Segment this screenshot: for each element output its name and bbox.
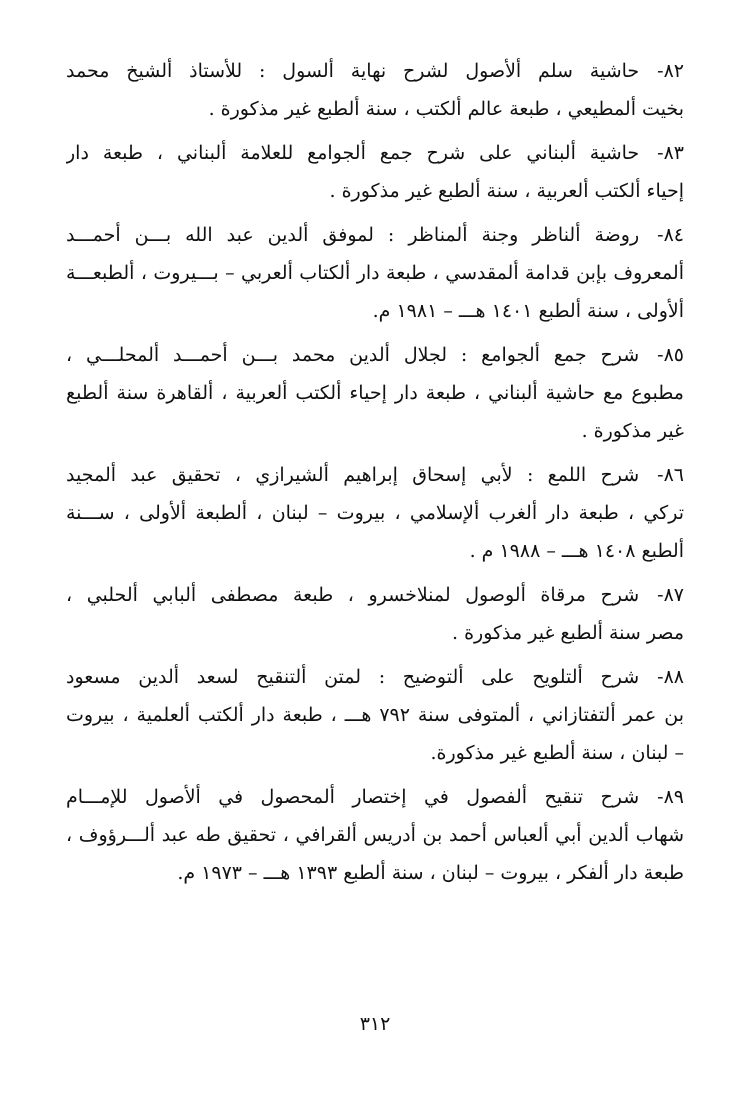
entry-line: ألأولى ، سنة ألطبع ١٤٠١ هـــ – ١٩٨١ م. [372, 300, 684, 322]
entry-text: شرح مرقاة ألوصول لمنلاخسرو ، طبعة مصطفى ألبابي ألحلبي ، [66, 584, 640, 606]
bibliography-entry-82 [66, 52, 684, 128]
bibliography-entry-88 [66, 658, 684, 772]
entry-line: بن عمر ألتفتازاني ، ألمتوفى سنة ٧٩٢ هـــ ، طبعة دار ألكتب ألعلمية ، بيروت [66, 704, 684, 726]
entry-text: روضة ألناظر وجنة ألمناظر : لموفق ألدين عبد الله بـــن أحمـــد [66, 224, 640, 246]
entry-number: ٨٨- [657, 666, 684, 688]
entry-line: إحياء ألكتب ألعربية ، سنة ألطبع غير مذكورة . [329, 180, 684, 202]
entry-line: ألطبع ١٤٠٨ هـــ – ١٩٨٨ م . [469, 540, 684, 562]
bibliography-entry-85 [66, 336, 684, 450]
entry-line: غير مذكورة . [581, 420, 684, 442]
entry-number: ٨٦- [657, 464, 684, 486]
entry-number: ٨٧- [657, 584, 684, 606]
entry-number: ٨٩- [657, 786, 684, 808]
entry-text: شرح تنقيح ألفصول في إختصار ألمحصول في ألأصول للإمـــام [66, 786, 640, 808]
entry-line [66, 216, 684, 254]
bibliography-entry-89 [66, 778, 684, 892]
page-number: ٣١٢ [359, 1013, 391, 1035]
entry-line: مطبوع مع حاشية ألبناني ، طبعة دار إحياء ألكتب ألعربية ، ألقاهرة سنة ألطبع [66, 382, 684, 404]
entry-line [66, 134, 684, 172]
entry-line: ألمعروف بإبن قدامة ألمقدسي ، طبعة دار ألكتاب ألعربي – بـــيروت ، ألطبعـــة [66, 262, 684, 284]
bibliography-entry-86 [66, 456, 684, 570]
bibliography-entry-87 [66, 576, 684, 652]
entry-line: بخيت ألمطيعي ، طبعة عالم ألكتب ، سنة ألطبع غير مذكورة . [208, 98, 684, 120]
entry-line [66, 52, 684, 90]
entry-line: – لبنان ، سنة ألطبع غير مذكورة. [430, 742, 684, 764]
entry-number: ٨٥- [657, 344, 684, 366]
bibliography-page [66, 52, 684, 898]
entry-text: شرح ألتلويح على ألتوضيح : لمتن ألتنقيح لسعد ألدين مسعود [66, 666, 640, 688]
entry-number: ٨٣- [657, 142, 684, 164]
entry-line [66, 336, 684, 374]
entry-text: حاشية ألبناني على شرح جمع ألجوامع للعلامة ألبناني ، طبعة دار [66, 142, 640, 164]
entry-line: طبعة دار ألفكر ، بيروت – لبنان ، سنة ألطبع ١٣٩٣ هـــ – ١٩٧٣ م. [177, 862, 684, 884]
entry-number: ٨٤- [657, 224, 684, 246]
bibliography-entry-84 [66, 216, 684, 330]
bibliography-entry-83 [66, 134, 684, 210]
entry-line [66, 576, 684, 614]
entry-line: تركي ، طبعة دار ألغرب ألإسلامي ، بيروت – لبنان ، ألطبعة ألأولى ، ســـنة [66, 502, 684, 524]
entry-line [66, 456, 684, 494]
entry-text: شرح جمع ألجوامع : لجلال ألدين محمد بـــن أحمـــد ألمحلـــي ، [66, 344, 640, 366]
entry-text: حاشية سلم ألأصول لشرح نهاية ألسول : للأستاذ ألشيخ محمد [66, 60, 640, 82]
entry-number: ٨٢- [657, 60, 684, 82]
entry-line: مصر سنة ألطبع غير مذكورة . [451, 622, 684, 644]
entry-line [66, 658, 684, 696]
entry-line: شهاب ألدين أبي ألعباس أحمد بن أدريس ألقرافي ، تحقيق طه عبد ألـــرؤوف ، [66, 824, 684, 846]
entry-text: شرح اللمع : لأبي إسحاق إبراهيم ألشيرازي ، تحقيق عبد ألمجيد [66, 464, 640, 486]
entry-line [66, 778, 684, 816]
